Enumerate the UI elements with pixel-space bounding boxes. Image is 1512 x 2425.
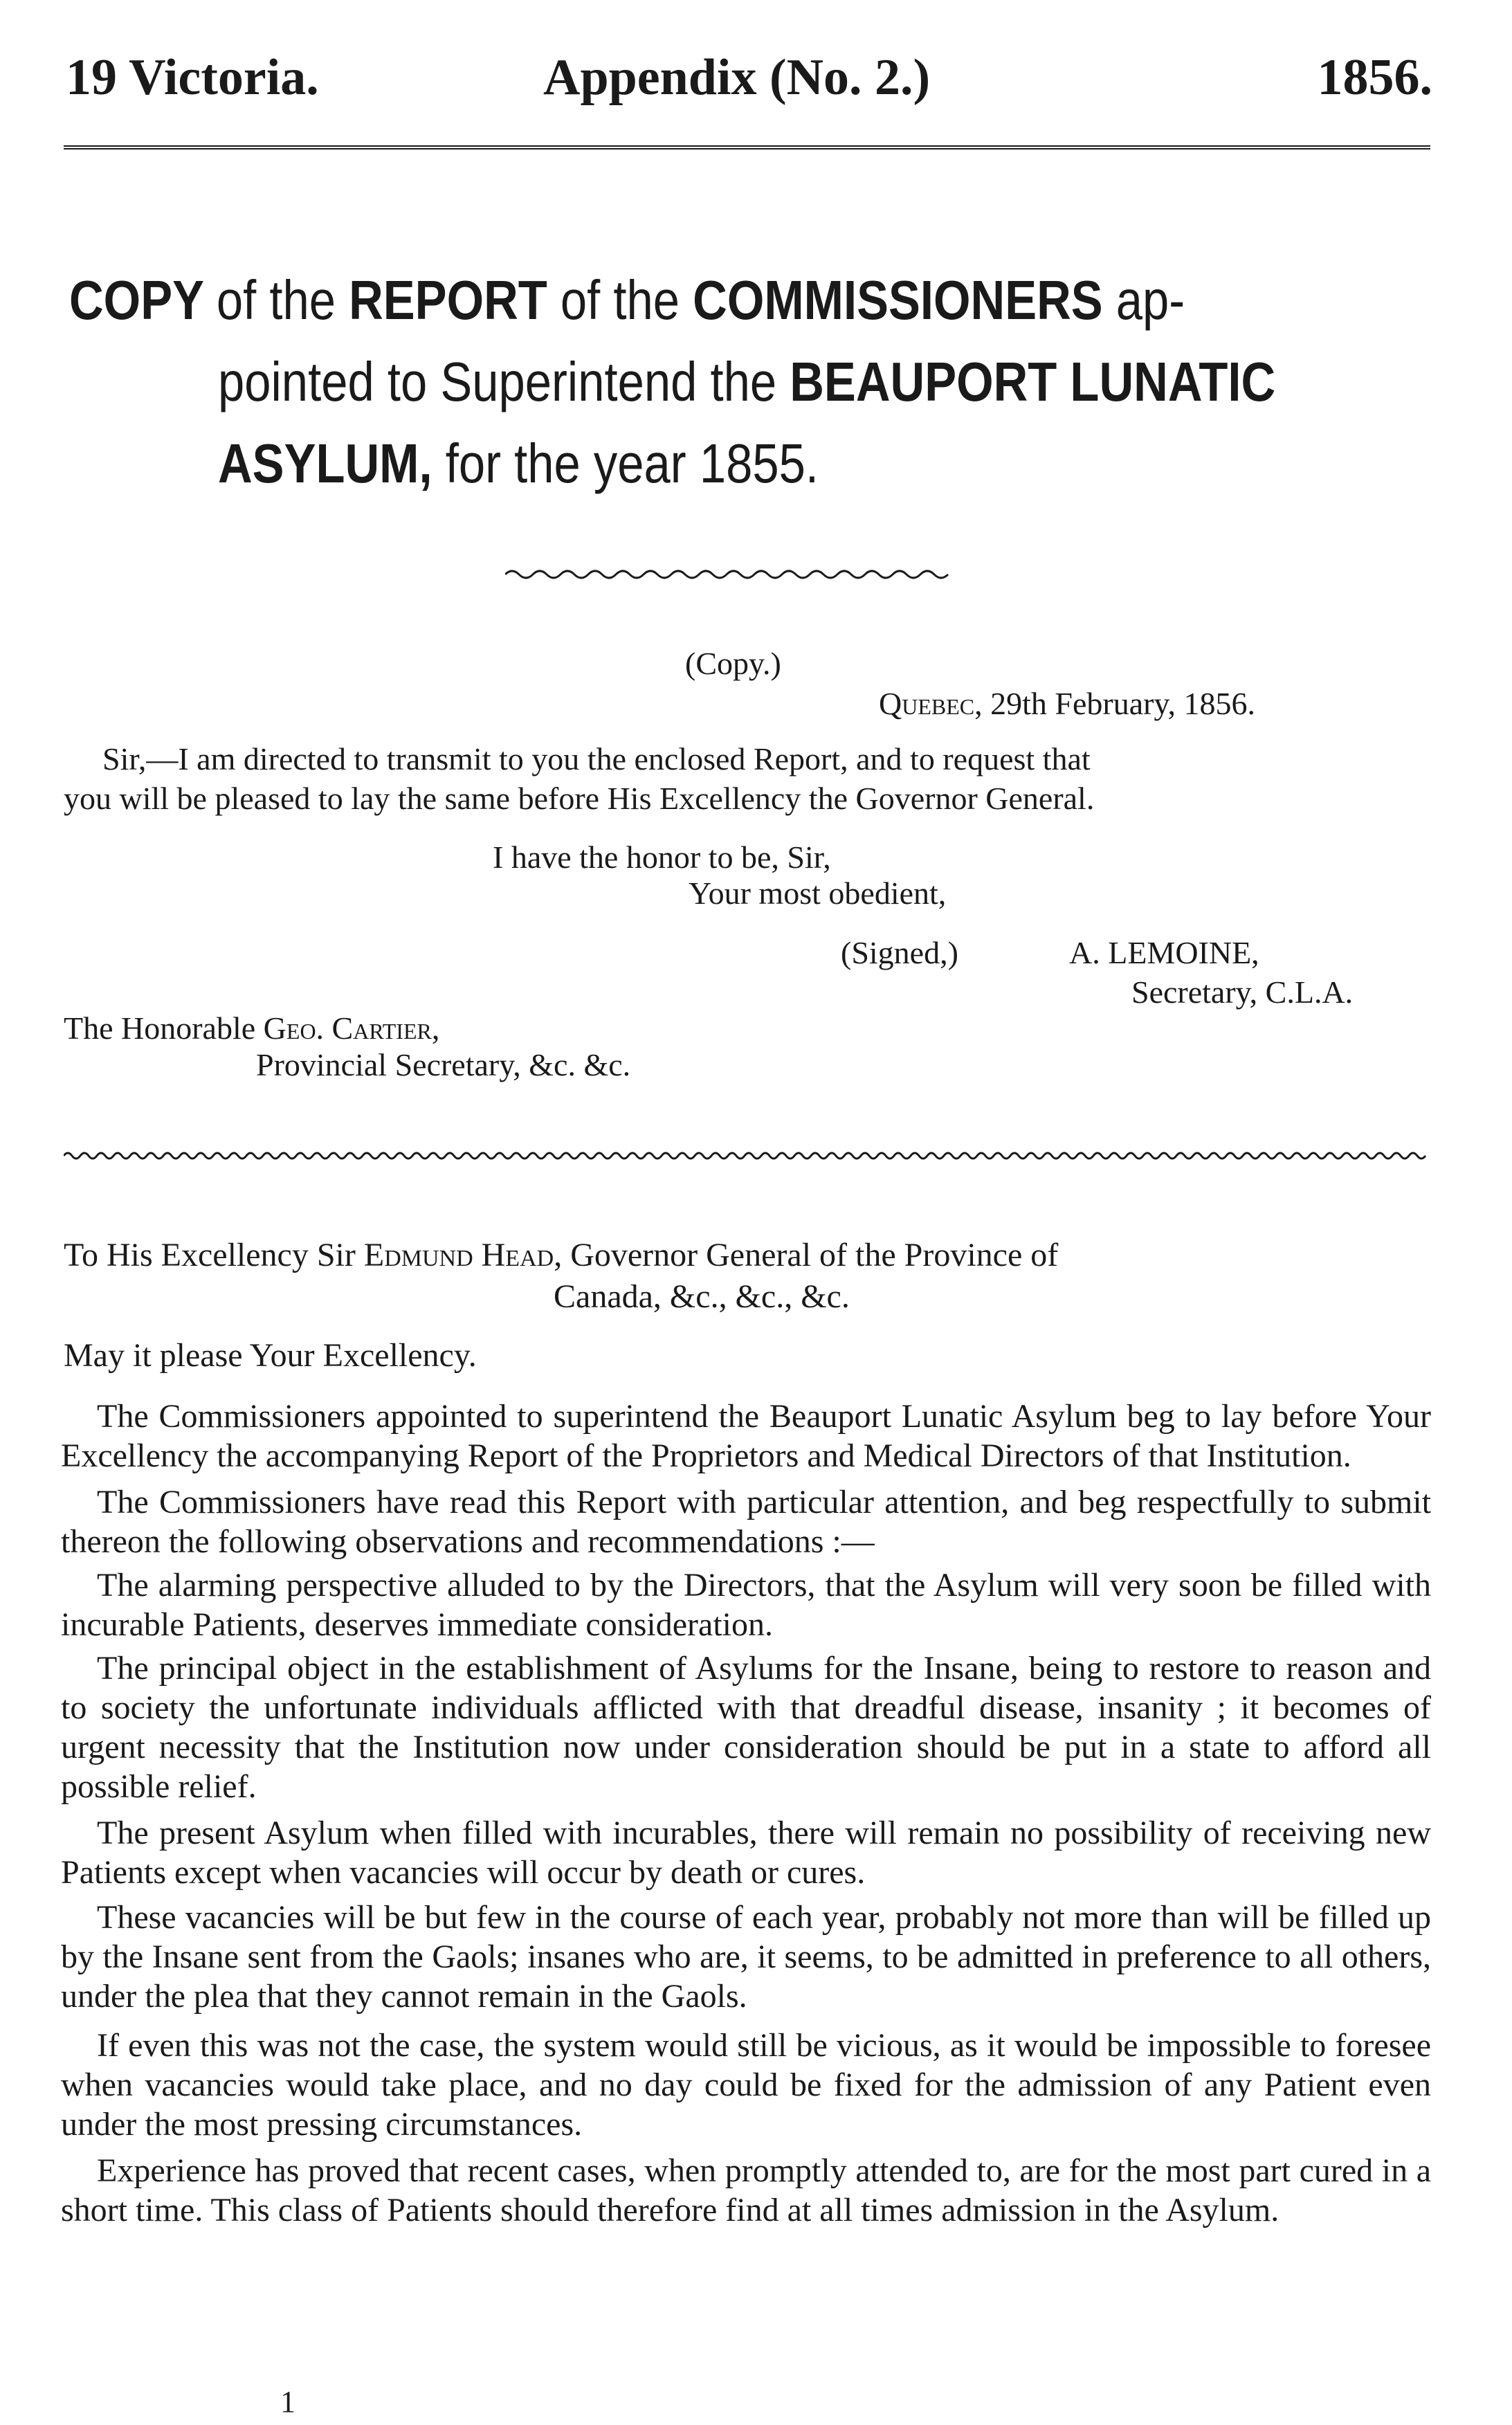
header-appendix: Appendix (No. 2.) <box>543 49 931 106</box>
report-paragraph: The Commissioners appointed to superintend the Beauport Lunatic Asylum beg to lay before Your Excellency the accompanying Report of the Proprietors and Medical Directors of that Institution. <box>61 1398 1431 1474</box>
report-paragraph: Experience has proved that recent cases, when promptly attended to, are for the most part cured in a short time. This class of Patients should therefore find at all times admission in the Asylum. <box>61 2152 1431 2228</box>
letter-signer-title: Secretary, C.L.A. <box>1131 974 1354 1010</box>
title-text: ap- <box>1102 269 1185 331</box>
title-text: of the <box>547 269 693 331</box>
letter-body-line-1: Sir,—I am directed to transmit to you the enclosed Report, and to request that <box>102 741 1091 776</box>
letter-dateline <box>879 684 1255 724</box>
addressee-text: The Honorable <box>64 1010 264 1046</box>
report-paragraph: The alarming perspective alluded to by the Directors, that the Asylum will very soon be filled with incurable Patients, deserves immediate consideration. <box>61 1567 1431 1643</box>
letter-addressee-2: Provincial Secretary, &c. &c. <box>256 1047 631 1082</box>
report-address-line-2: Canada, &c., &c., &c. <box>554 1278 850 1315</box>
addressee-name: Geo. Cartier <box>263 1010 432 1046</box>
running-header <box>66 48 1432 111</box>
title-line-3 <box>69 423 1426 505</box>
title-text: for the year 1855. <box>432 433 819 494</box>
header-rule <box>64 145 1430 149</box>
letter-body-line-2: you will be pleased to lay the same before His Excellency the Governor General. <box>64 781 1095 816</box>
header-year: 1856. <box>1317 49 1432 106</box>
title-line-2 <box>69 341 1426 423</box>
title-line-1 <box>69 260 1426 341</box>
governor-name: Edmund Head <box>363 1237 554 1273</box>
report-paragraph: The present Asylum when filled with incurables, there will remain no possibility of receiving new Patients except when vacancies will occur by death or cures. <box>61 1815 1431 1891</box>
title-text: of <box>216 269 257 331</box>
letter-addressee-1 <box>64 1008 439 1048</box>
title-text: COPY <box>69 269 217 331</box>
title-text: BEAUPORT LUNATIC <box>790 351 1276 412</box>
decorative-wave-rule <box>505 564 955 585</box>
title-text: ASYLUM, <box>218 433 432 494</box>
letter-signed: (Signed,) <box>841 935 958 970</box>
report-paragraph: These vacancies will be but few in the course of each year, probably not more than will be filled up by the Insane sent from the Gaols; insanes who are, it seems, to be admitted in preference to all others, under the plea that they cannot remain in the Gaols. <box>61 1899 1431 2015</box>
title-text: COMMISSIONERS <box>693 269 1103 331</box>
letter-signer: A. LEMOINE, <box>1069 935 1259 970</box>
title-text: pointed to Superintend the <box>218 351 790 412</box>
letter-closing-2: Your most obedient, <box>689 875 947 911</box>
copy-label: (Copy.) <box>685 646 781 681</box>
addressee-text: , <box>431 1010 440 1046</box>
report-paragraph: The principal object in the establishment of Asylums for the Insane, being to restore to reason and to society the unfortunate individuals afflicted with that dreadful disease, insanity ; it becomes of urgent necessity that the Institution now under consideration should be put in a state to afford all possible relief. <box>61 1650 1431 1805</box>
header-regnal-year: 19 Victoria. <box>66 49 319 106</box>
page-number: 1 <box>280 2385 295 2419</box>
letter-place: Quebec <box>879 686 975 721</box>
report-address-line-1 <box>64 1235 1058 1275</box>
letter-closing-1: I have the honor to be, Sir, <box>493 839 831 875</box>
title-text: the <box>256 269 349 331</box>
report-body <box>61 1397 1431 2230</box>
report-paragraph: The Commissioners have read this Report with particular attention, and beg respectfully to submit thereon the following observations and recommendations :— <box>61 1484 1431 1560</box>
report-salutation: May it please Your Excellency. <box>64 1337 477 1374</box>
address-text: , Governor General of the Province of <box>554 1237 1059 1273</box>
title-text: REPORT <box>349 269 547 331</box>
report-title <box>69 260 1426 505</box>
letter-date: , 29th February, 1856. <box>974 686 1255 721</box>
report-paragraph: If even this was not the case, the system would still be vicious, as it would be impossible to foresee when vacancies would take place, and no day could be fixed for the admission of any Patient even under the most pressing circumstances. <box>61 2027 1431 2143</box>
decorative-wave-rule-long <box>64 1145 1430 1166</box>
address-text: To His Excellency Sir <box>64 1237 364 1273</box>
